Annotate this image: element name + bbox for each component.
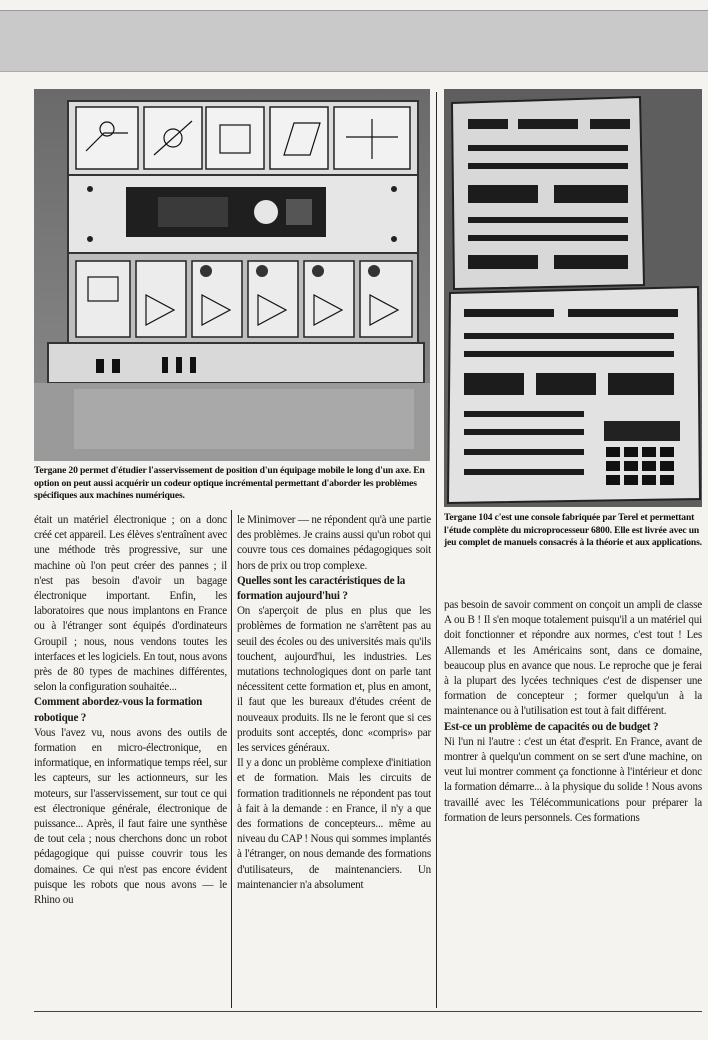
paragraph: était un matériel électronique ; on a donc créé cet appareil. Les élèves s'entraînent avec une méthode très progressive, sur une machine où l'on peut créer des pannes ; il n'est pas besoin d'avoir un bagage électronique important. Enfin, les laboratoires que nous implantons en France ou à l'étranger sont équipés d'ordinateurs Groupil ; nous, nous vendons toutes les interfaces et les logiciels. En tout, nous avons près de 80 types de machines différentes, selon la configuration souhaitée... <box>34 514 227 694</box>
paragraph: Vous l'avez vu, nous avons des outils de formation en micro-électronique, en informatique, en informatique temps réel, sur les capteurs, sur les actionneurs, sur les moteurs, sur l'asservissement, sur tout ce qui est électronique générale, électronique de puissance... Après, il faut faire une synthèse de tout cela ; nous cherchons donc un robot pédagogique qui puisse couvrir tous les domaines. Ce qui n'est pas encore évident puisque les robots que nous avons — le Rhino ou <box>34 726 227 907</box>
photo-caption: Tergane 20 permet d'étudier l'asservissement de position d'un équipage mobile le long d'un axe. En option on peut aussi acquérir un codeur optique incrémental permettant d'aborder les problèmes spécifiques aux machines numériques. <box>34 465 425 502</box>
paragraph: le Minimover — ne répondent qu'à une partie des problèmes. Je crains aussi qu'un robot qui couvre tous ces domaines pédagogiques soit hors de prix ou trop complexe. <box>237 514 431 572</box>
column-divider <box>436 92 437 1008</box>
article-column-2 <box>237 513 431 893</box>
microprocessor-console-photo <box>444 89 702 507</box>
header-band <box>0 10 708 72</box>
training-console-photo <box>34 89 430 461</box>
article-column-3 <box>444 598 702 826</box>
photo-caption: Tergane 104 c'est une console fabriquée par Terel et permettant l'étude complète du microprocesseur 6800. Elle est livrée avec un jeu complet de manuels consacrés à la théorie et aux applications. <box>444 512 702 549</box>
paragraph: pas besoin de savoir comment on conçoit un ampli de classe A ou B ! Il s'en moque totalement puisqu'il a un matériel qui doit fonctionner et répondre aux normes, c'est tout ! Les Allemands et les Américains sont, dans ce domaine, beaucoup plus en avance que nous. Le reproche que je ferai à la plupart des lycées techniques c'est de dispenser une formation de concepteur ; former quelqu'un à la maintenance ou à l'utilisation est tout à fait différent. <box>444 599 702 718</box>
paragraph: Ni l'un ni l'autre : c'est un état d'esprit. En France, avant de montrer à quelqu'un comment on se sert d'une machine, on veut lui montrer comment ça fonctionne à l'intérieur et donc la formation démarre... à la physique du solide ! Nous avons travaillé avec les Télécommunications pour préparer la formation de leurs personnels. Ces formations <box>444 735 702 824</box>
interview-question: Comment abordez-vous la formation robotique ? <box>34 696 203 724</box>
paragraph: On s'aperçoit de plus en plus que les problèmes de formation ne s'arrêtent pas au seuil des écoles ou des universités mais qu'ils touchent, aujourd'hui, les industries. Les mutations technologiques dont on parle tant nécessitent cette formation et, plus en amont, il faut que les bureaux d'études créent de nouveaux produits. Ils ne le feront que si ces produits sont acceptés, donc «compris» par les services généraux. <box>237 605 431 755</box>
paragraph: Il y a donc un problème complexe d'initiation et de formation. Mais les circuits de formation traditionnels ne répondent pas tout à fait à la demande : en France, il n'y a que des formations de concepteurs... même au niveau du CAP ! Nous qui sommes implantés à l'étranger, on nous demande des formations d'utilisateurs, de maintenanciers. Un maintenancier n'a absolument <box>237 757 431 891</box>
column-divider <box>231 510 232 1008</box>
interview-question: Est-ce un problème de capacités ou de budget ? <box>444 720 659 733</box>
article-column-1 <box>34 513 227 908</box>
interview-question: Quelles sont les caractéristiques de la formation aujourd'hui ? <box>237 574 406 603</box>
bottom-rule <box>34 1011 702 1012</box>
